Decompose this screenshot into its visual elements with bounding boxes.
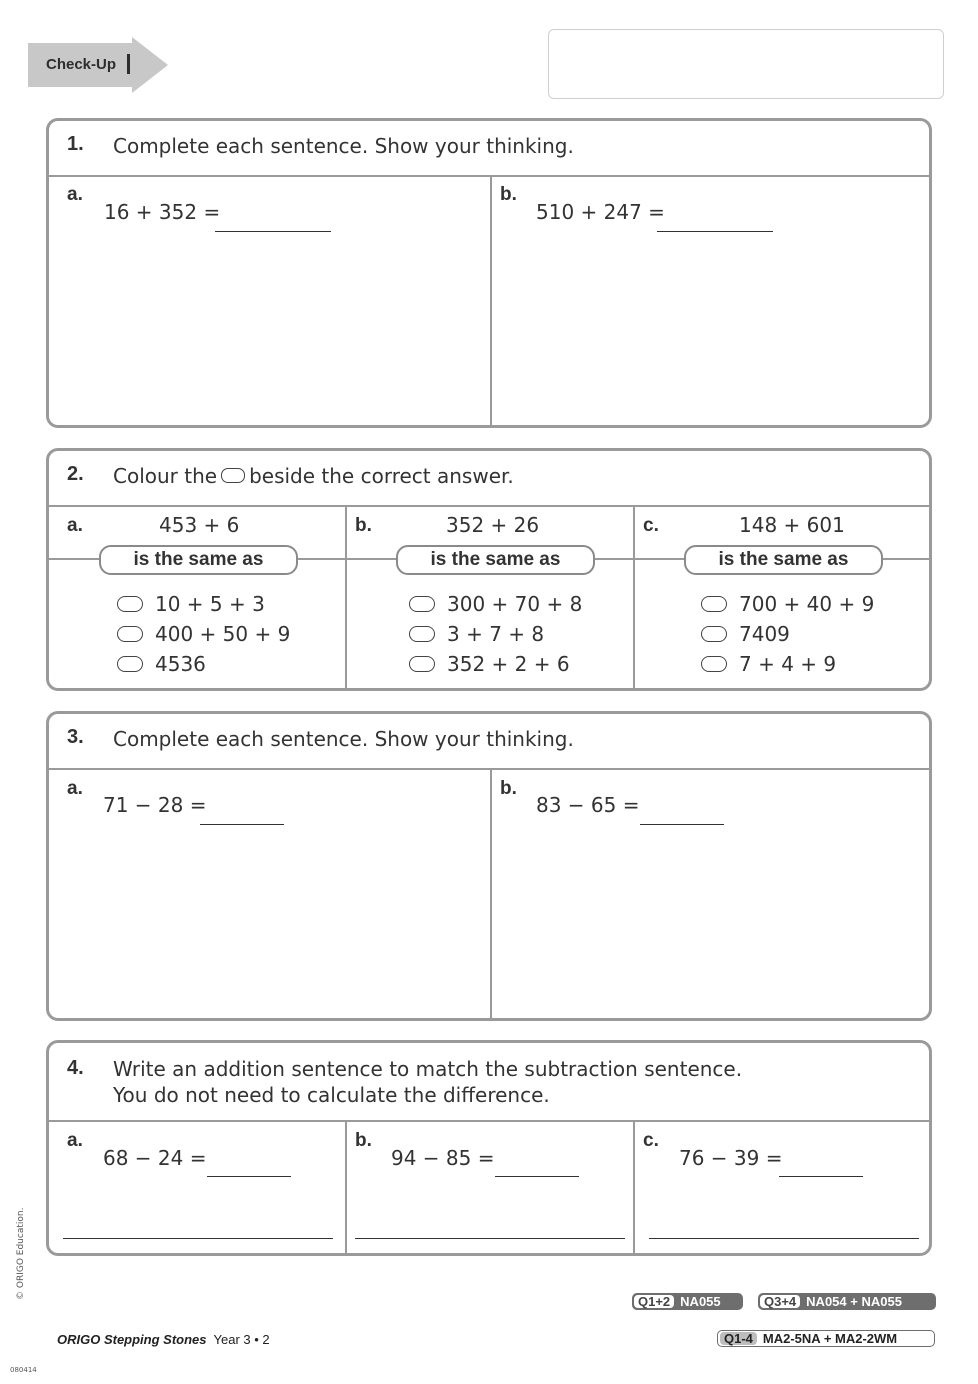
question-4-panel [46,1040,932,1256]
badge-code: NA055 [680,1294,721,1309]
badge-question-range: Q3+4 [760,1295,800,1308]
answer-blank[interactable] [215,231,331,232]
answer-option[interactable] [117,592,265,616]
question-instruction: Complete each sentence. Show your thinking. [113,134,574,158]
answer-option[interactable] [117,652,206,676]
part-letter: b. [355,1130,372,1151]
question-1-header [49,121,929,177]
brand-name: ORIGO Stepping Stones [57,1332,207,1347]
instruction-after: beside the correct answer. [249,464,514,488]
tag-label: Check-Up [46,56,117,73]
part-letter: a. [67,778,83,799]
oval-icon[interactable] [701,626,727,642]
is-the-same-as-label: is the same as [396,545,595,575]
question-number: 3. [67,726,84,748]
tag-bar [127,54,130,74]
option-text: 4536 [155,652,206,676]
part-letter: a. [67,1130,83,1151]
answer-blank[interactable] [200,824,284,825]
question-number: 1. [67,133,84,155]
question-number: 2. [67,463,84,485]
number-sentence: 71 − 28 = [103,793,207,817]
expression: 352 + 26 [446,513,540,537]
option-text: 7 + 4 + 9 [739,652,837,676]
answer-blank[interactable] [495,1176,579,1177]
oval-icon[interactable] [701,656,727,672]
question-4-header [49,1043,929,1122]
question-number: 4. [67,1057,84,1079]
year-level: Year 3 • 2 [213,1332,270,1347]
option-text: 300 + 70 + 8 [447,592,583,616]
question-2-panel [46,448,932,691]
oval-icon[interactable] [701,596,727,612]
oval-icon[interactable] [117,596,143,612]
expression: 148 + 601 [739,513,845,537]
badge-code: MA2-5NA + MA2-2WM [762,1331,898,1346]
oval-icon[interactable] [117,656,143,672]
answer-option[interactable] [701,622,790,646]
question-instruction [113,463,514,489]
column-divider [633,505,635,688]
answer-option[interactable] [701,652,836,676]
column-divider [490,175,492,425]
part-letter: b. [500,184,517,205]
is-the-same-as-label: is the same as [99,545,298,575]
part-letter: c. [643,515,659,536]
column-divider [345,505,347,688]
curriculum-badge [758,1293,936,1310]
addition-sentence-line[interactable] [355,1238,625,1239]
answer-option[interactable] [701,592,874,616]
column-divider [345,1120,347,1253]
is-the-same-as-label: is the same as [684,545,883,575]
option-text: 352 + 2 + 6 [447,652,570,676]
oval-icon[interactable] [409,656,435,672]
curriculum-badge [632,1293,743,1310]
oval-icon[interactable] [409,626,435,642]
addition-sentence-line[interactable] [649,1238,919,1239]
number-sentence: 510 + 247 = [536,200,665,224]
name-box[interactable] [548,29,944,99]
option-text: 7409 [739,622,790,646]
question-instruction-line1: Write an addition sentence to match the subtraction sentence. [113,1057,743,1081]
page-code: 080414 [10,1366,37,1374]
number-sentence: 94 − 85 = [391,1146,495,1170]
badge-question-range: Q1-4 [720,1332,757,1345]
option-text: 400 + 50 + 9 [155,622,291,646]
badge-question-range: Q1+2 [634,1295,674,1308]
part-letter: a. [67,184,83,205]
part-letter: b. [355,515,372,536]
instruction-before: Colour the [113,464,218,488]
expression: 453 + 6 [159,513,240,537]
addition-sentence-line[interactable] [63,1238,333,1239]
answer-blank[interactable] [657,231,773,232]
answer-blank[interactable] [779,1176,863,1177]
curriculum-badge [717,1330,935,1347]
oval-icon [221,468,245,483]
question-1-panel [46,118,932,428]
answer-blank[interactable] [207,1176,291,1177]
answer-blank[interactable] [640,824,724,825]
part-letter: a. [67,515,83,536]
answer-option[interactable] [409,592,582,616]
column-divider [490,768,492,1018]
question-instruction: Complete each sentence. Show your thinking. [113,727,574,751]
number-sentence: 83 − 65 = [536,793,640,817]
answer-option[interactable] [117,622,290,646]
option-text: 700 + 40 + 9 [739,592,875,616]
option-text: 3 + 7 + 8 [447,622,545,646]
answer-option[interactable] [409,622,544,646]
question-3-header [49,714,929,770]
number-sentence: 68 − 24 = [103,1146,207,1170]
question-3-panel [46,711,932,1021]
part-letter: c. [643,1130,659,1151]
oval-icon[interactable] [409,596,435,612]
column-divider [633,1120,635,1253]
check-up-tag [28,37,168,93]
oval-icon[interactable] [117,626,143,642]
option-text: 10 + 5 + 3 [155,592,265,616]
answer-option[interactable] [409,652,570,676]
part-letter: b. [500,778,517,799]
brand-line [57,1332,270,1347]
number-sentence: 16 + 352 = [104,200,221,224]
question-2-header [49,451,929,507]
number-sentence: 76 − 39 = [679,1146,783,1170]
badge-code: NA054 + NA055 [806,1294,902,1309]
question-instruction-line2: You do not need to calculate the difference. [113,1083,550,1107]
copyright-text: © ORIGO Education. [16,1207,26,1300]
